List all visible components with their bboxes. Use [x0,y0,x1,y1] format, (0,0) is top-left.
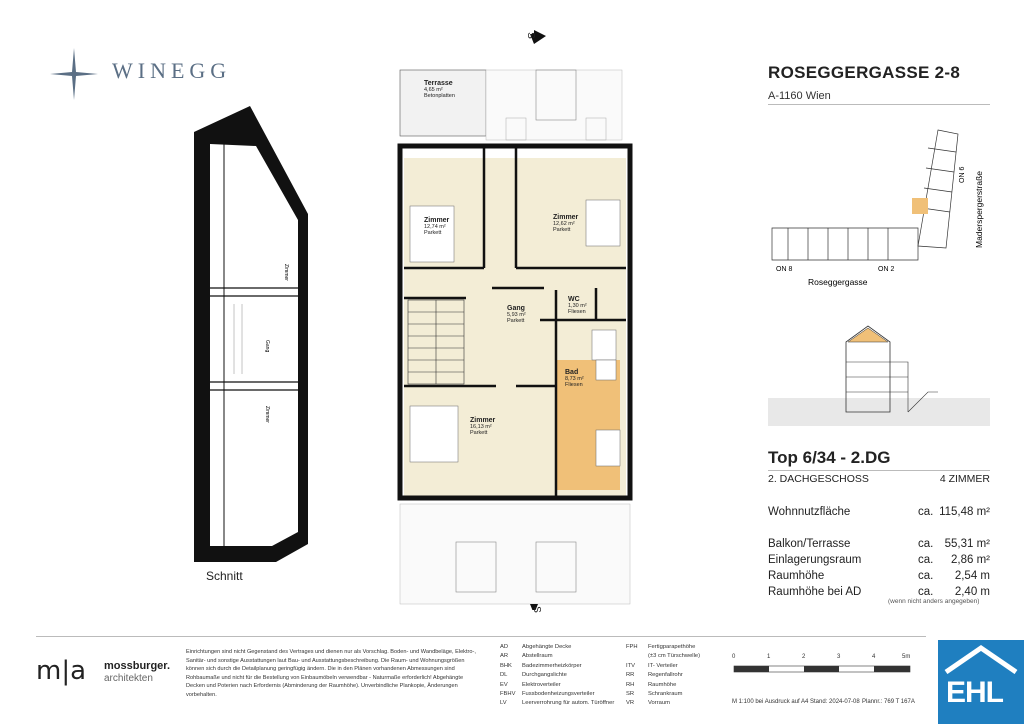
scale-tick-1: 1 [767,654,771,660]
plan-number: Plannr.: 769 T 167A [862,699,915,705]
area-ca: ca. [918,538,934,550]
area-ca: ca. [918,506,934,518]
room-floor: Parkett [470,430,488,436]
legend-item: FPH Fertigparapethöhe [626,644,696,650]
room-name: Zimmer [553,214,579,221]
ehl-logo-text: EHL [946,676,1003,709]
site-label-on8: ON 8 [776,266,793,273]
site-label-on6: ON 6 [959,166,966,183]
room-area: 8,73 m² [565,376,584,382]
room-area: 16,13 m² [470,424,492,430]
room-zimmer-1 [424,217,449,236]
brand-logo-text: WINEGG [112,58,232,83]
room-floor: Parkett [553,227,571,233]
room-name: Gang [507,305,525,312]
svg-text:Zimmer: Zimmer [264,406,270,423]
section-drawing [190,104,320,564]
area-label: Raumhöhe bei AD [768,586,862,598]
scale-print-note: M 1:100 bei Ausdruck auf A4 [732,699,809,705]
room-zimmer-3 [470,417,495,436]
footer-divider [36,636,926,637]
room-terrasse [424,80,455,99]
scale-tick-5: 5m [902,654,911,660]
area-row-balkon [768,538,990,552]
legend-left [500,643,620,709]
room-area: 12,74 m² [424,224,446,230]
area-ca: ca. [918,570,934,582]
legend-item: (±3 cm Türschwelle) [648,653,701,660]
page-title: ROSEGGERGASSE 2-8 [768,63,961,82]
legend-right [626,643,726,709]
site-label-on2: ON 2 [878,266,895,273]
compass-top: S [524,32,536,39]
scale-date: Stand: 2024-07-08 [810,699,860,705]
building-section-sketch [768,322,990,426]
room-area: 12,62 m² [553,221,575,227]
legend-item: ITV IT- Verteiler [626,662,678,669]
area-value: 2,40 m [954,586,990,598]
architect-mark: m|a [36,656,87,686]
architect-name: mossburger. [104,660,171,672]
area-value: 2,54 m [954,570,990,582]
legend-item: BHK Badezimmerheizkörper [500,662,582,669]
room-floor: Betonplatten [424,93,455,99]
room-area: 4,65 m² [424,87,443,93]
unit-highlight [912,198,928,214]
legend-item: EV Elektroverteiler [500,681,561,688]
compass-bottom: S [530,606,542,613]
legend-item: AD Abgehängte Decke [500,644,572,650]
site-plan [768,128,990,288]
legend-item: RH Raumhöhe [626,681,677,688]
room-floor: Parkett [424,230,442,236]
svg-text:Zimmer: Zimmer [283,264,289,281]
legend-item: DL Durchgangslichte [500,672,567,679]
room-name: Zimmer [470,417,496,424]
unit-top: Top 6/34 - 2.DG [768,448,891,467]
area-value: 2,86 m² [951,554,990,566]
area-row-raumhoehe [768,570,990,584]
room-bad [565,369,584,388]
scale-tick-3: 3 [837,654,841,660]
svg-text:Gang: Gang [264,340,270,353]
area-value: 55,31 m² [944,538,990,550]
area-label: Einlagerungsraum [768,554,862,566]
room-name: WC [568,296,580,303]
unit-divider [768,470,990,471]
area-ca: ca. [918,554,934,566]
street-roseggergasse: Roseggergasse [808,277,868,287]
scale-tick-4: 4 [872,654,876,660]
area-note: (wenn nicht anders angegeben) [888,598,980,605]
disclaimer-text: Einrichtungen sind nicht Gegenstand des Vertrages und dienen nur als Vorschlag. Boden- und Wandbeläge, Elektro-, Sanitär- und sonstige Ausstattungen laut Bau- und Ausstattungsbeschreibung. Die Raum- und Wohnungsgrößen können sich durch die Detailplanung geringfügig ändern. Die in den Plänen vorhandenen Abmessungen sind Rohbaumaße und nicht für die Bestellung von Einbaumöbeln verwendbar - Naturmaße erforderlich! Abgehängte Decken und Poterien nach Erfordernis (Abminderung der Raumhöhe). Unverbindliche Plankopie, Änderungen vorbehalten. [186,649,476,698]
area-label: Raumhöhe [768,570,825,582]
legend-item: LV Leerverrohrung für autom. Türöffner [500,700,615,707]
house-roof-icon [942,644,1020,674]
room-name: Bad [565,369,579,376]
architect-sub: architekten [104,673,153,684]
room-area: 1,30 m² [568,303,587,309]
street-maderspergerstrasse: Maderspergerstraße [974,170,984,248]
legend-item: SR Schrankraum [626,691,683,698]
room-floor: Parkett [507,318,525,324]
address: A-1160 Wien [768,90,831,102]
room-area: 5,93 m² [507,312,526,318]
room-name: Terrasse [424,80,453,87]
room-floor: Fliesen [568,309,586,315]
room-name: Zimmer [424,217,450,224]
area-label: Wohnnutzfläche [768,506,851,518]
header-divider [768,104,990,105]
room-zimmer-2 [553,214,578,233]
unit-floor: 2. DACHGESCHOSS [768,473,869,485]
legend-item: VR Vorraum [626,700,670,707]
area-row-einlagerungsraum [768,554,990,568]
area-ca: ca. [918,586,934,598]
legend-item: AR Abstellraum [500,653,553,660]
scale-bar [730,662,916,686]
section-label: Schnitt [206,569,243,583]
legend-item: RR Regenfallrohr [626,672,683,679]
room-wc [568,296,587,315]
legend-item: FBHV Fussbodenheizungsverteiler [500,691,595,698]
room-gang [507,305,526,324]
area-row-wohnnutzflaeche [768,506,990,520]
area-label: Balkon/Terrasse [768,538,851,550]
unit-rooms: 4 ZIMMER [939,473,990,485]
scale-tick-2: 2 [802,654,806,660]
winegg-star-icon [50,48,98,100]
scale-tick-0: 0 [732,654,736,660]
room-floor: Fliesen [565,382,583,388]
area-value: 115,48 m² [939,506,990,518]
